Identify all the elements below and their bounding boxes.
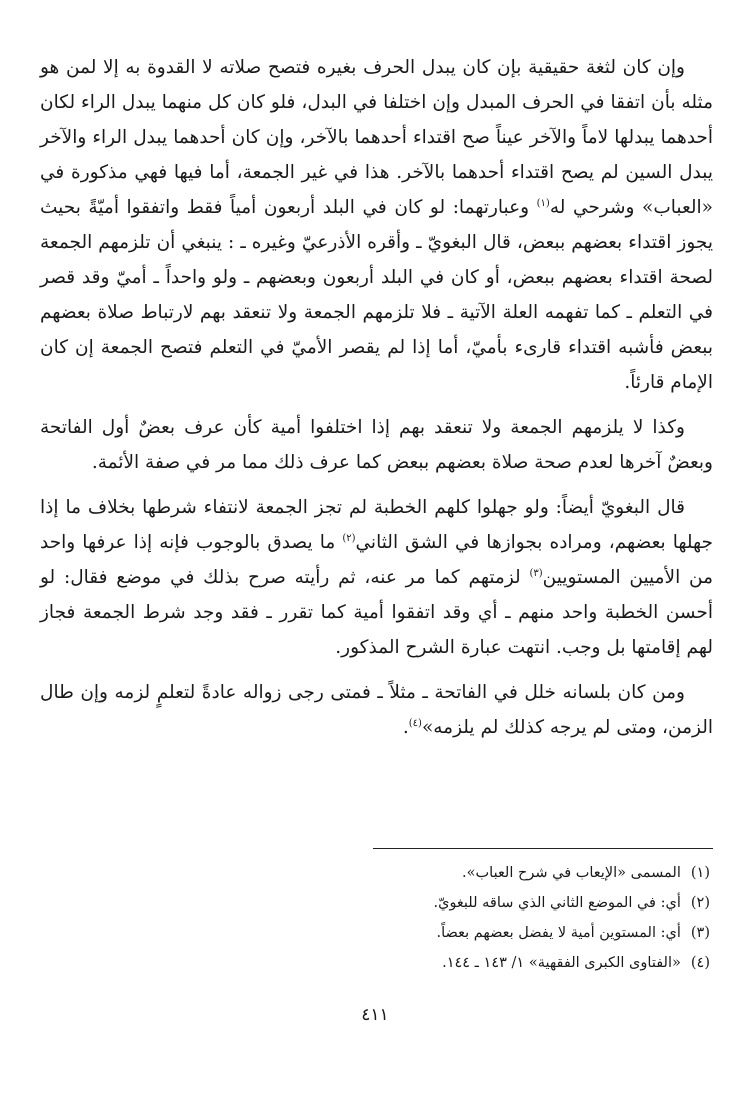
footnote-item <box>200 858 710 888</box>
footnote-text: أي: المستوين أمية لا يفضل بعضهم بعضاً. <box>436 925 681 941</box>
page-number: ٤١١ <box>361 1005 389 1025</box>
paragraph-3-part-1: قال البغويّ أيضاً: ولو جهلوا كلهم الخطبة لم تجز الجمعة لانتفاء شرطها بخلاف ما إذا جهلها بعضهم، ومراده بجوازها في الشق الثاني <box>40 497 713 553</box>
paragraph-2: وكذا لا يلزمهم الجمعة ولا تنعقد بهم إذا اختلفوا أمية كأن عرف بعضٌ أول الفاتحة وبعضٌ آخرها لعدم صحة صلاة بعضهم ببعض كما عرف ذلك مما مر في صفة الأئمة. <box>40 417 713 473</box>
paragraph-1 <box>40 50 713 400</box>
footnote-item <box>200 948 710 978</box>
footnote-ref-2[interactable]: (٢) <box>342 532 356 544</box>
footnote-number: (١) <box>690 865 710 881</box>
paragraph-1-part-2: وعبارتهما: لو كان في البلد أربعون أمياً فقط واتفقوا أميّةً بحيث يجوز اقتداء بعضهم ببعض، قال البغويّ ـ وأقره الأذرعيّ وغيره ـ : ينبغي أن تلزمهم الجمعة لصحة اقتداء بعضهم ببعض، أو كان في البلد أربعون وبعضهم ـ ولو واحداً ـ أميّ وقد قصر في التعلم ـ كما تفهمه العلة الآتية ـ فلا تلزمهم الجمعة ولا تنعقد بهم لارتباط صلاة بعضهم ببعض فأشبه اقتداء قارىء بأميّ، أما إذا لم يقصر الأميّ في التعلم فتصح الجمعة إن كان الإمام قارئاً. <box>40 197 713 393</box>
main-text <box>40 50 713 745</box>
footnote-number: (٢) <box>690 895 710 911</box>
footnote-item <box>200 918 710 948</box>
paragraph-4-part-2: . <box>402 717 409 738</box>
footnote-number: (٣) <box>690 925 710 941</box>
footnote-ref-3[interactable]: (٣) <box>529 567 543 579</box>
paragraph-4-part-1: ومن كان بلسانه خلل في الفاتحة ـ مثلاً ـ فمتى رجى زواله عادةً لتعلمٍ لزمه وإن طال الزمن، ومتى لم يرجه كذلك لم يلزمه» <box>40 682 713 738</box>
footnote-text: «الفتاوى الكبرى الفقهية» ١/ ١٤٣ ـ ١٤٤. <box>442 955 681 971</box>
footnote-item <box>200 888 710 918</box>
footnote-text: أي: في الموضع الثاني الذي ساقه للبغويّ. <box>433 895 681 911</box>
paragraph-4 <box>40 675 713 745</box>
footnote-number: (٤) <box>690 955 710 971</box>
footnotes <box>200 858 710 978</box>
paragraph-3-part-3: لزمتهم كما مر عنه، ثم رأيته صرح بذلك في موضع فقال: لو أحسن الخطبة واحد منهم ـ أي وقد اتفقوا أمية كما تقرر ـ فقد وجد شرط الجمعة فجاز لهم إقامتها بل وجب. انتهت عبارة الشرح المذكور. <box>40 567 713 658</box>
paragraph-3-part-2: ما يصدق بالوجوب فإنه إذا عرفها واحد من الأميين المستويين <box>40 532 713 588</box>
paragraph-1-part-1: وإن كان لثغة حقيقية بإن كان يبدل الحرف بغيره فتصح صلاته لا القدوة به إلا لمن هو مثله بأن اتفقا في الحرف المبدل وإن اختلفا في البدل، فلو كان كل منهما يبدل الراء لكان أحدهما يبدلها لاماً والآخر عيناً صح اقتداء أحدهما بالآخر، وإن كان أحدهما يبدل الراء والآخر يبدل السين لم يصح اقتداء أحدهما بالآخر. هذا في غير الجمعة، أما فيها فهي مذكورة في «العباب» وشرحي له <box>40 57 713 218</box>
footnote-ref-1[interactable]: (١) <box>536 197 550 209</box>
footnote-text: المسمى «الإيعاب في شرح العباب». <box>462 865 681 881</box>
footnote-divider <box>373 848 713 849</box>
footnote-ref-4[interactable]: (٤) <box>408 717 422 729</box>
paragraph-3 <box>40 490 713 665</box>
